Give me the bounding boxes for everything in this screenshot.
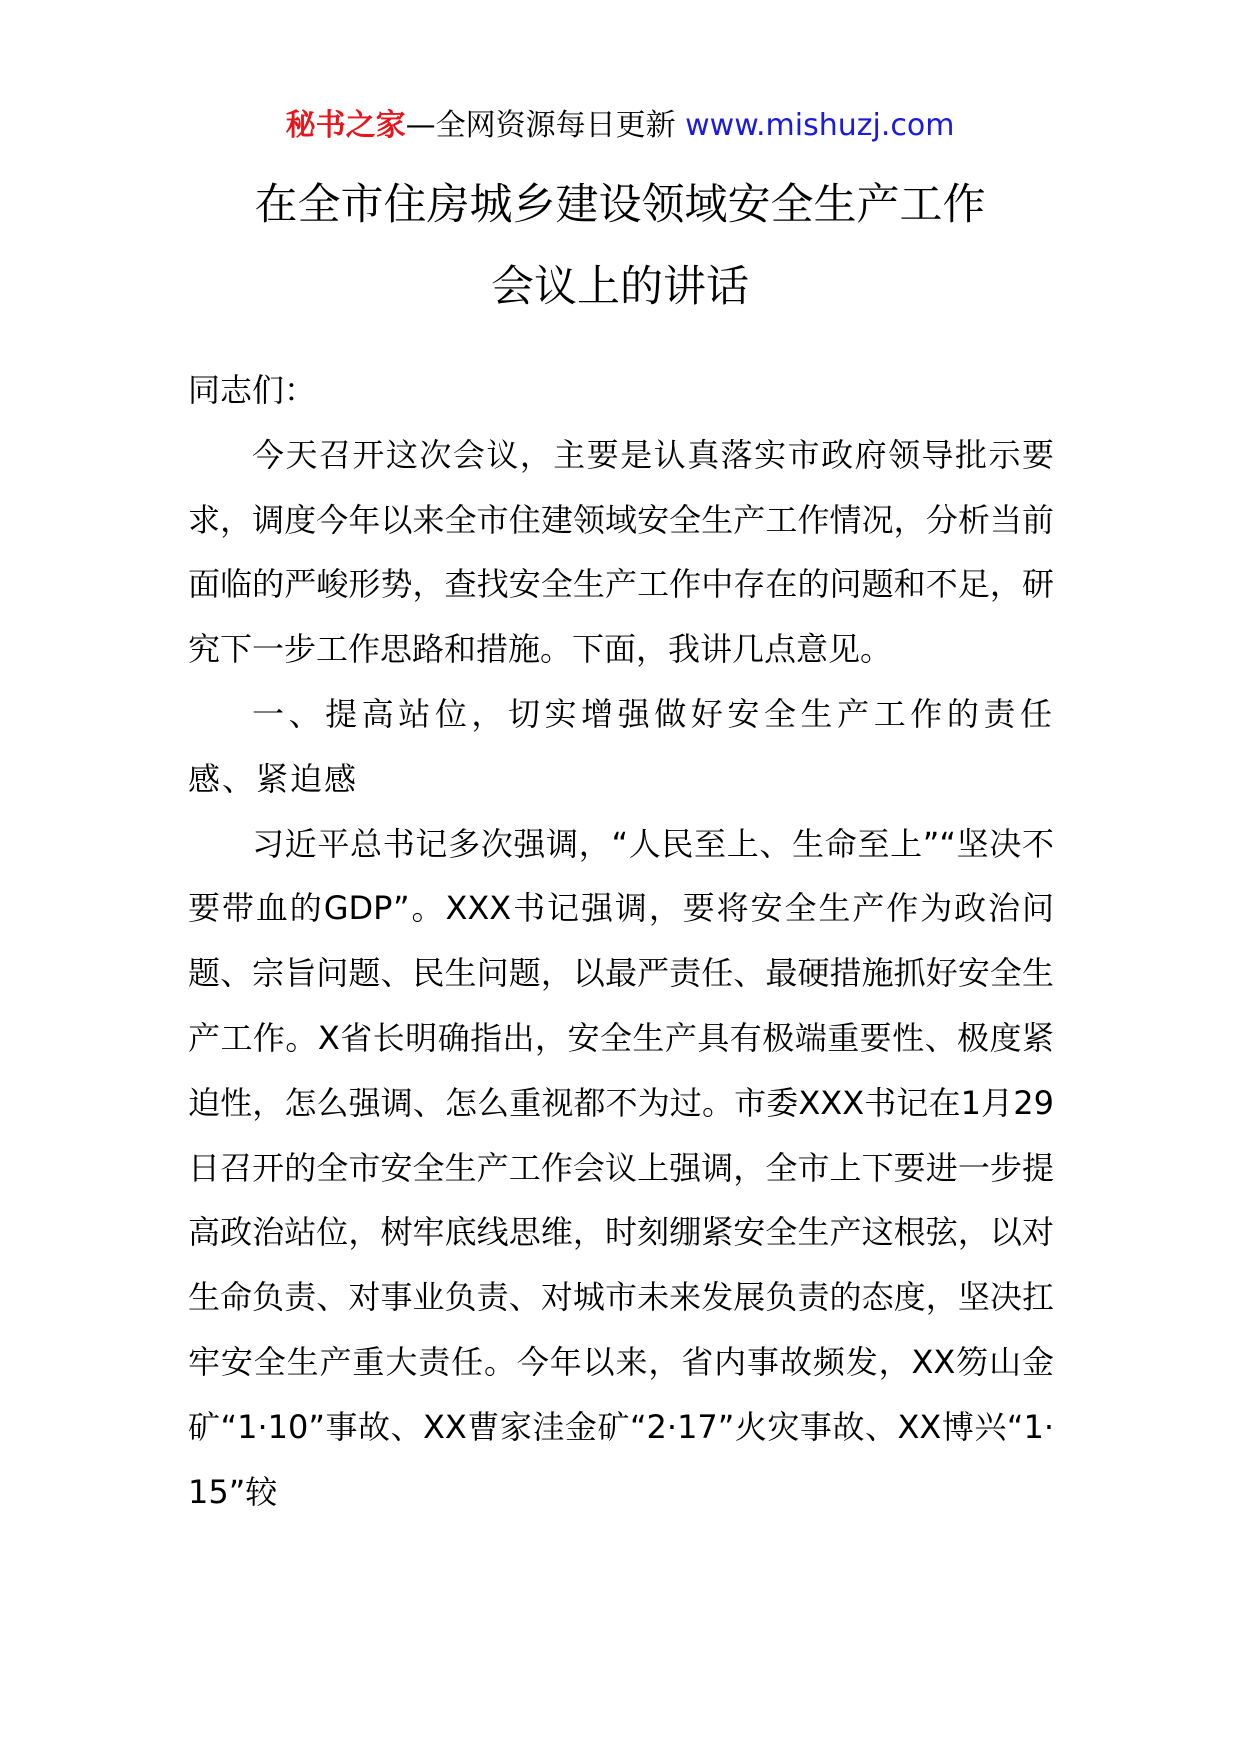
paragraph-section-1: 习近平总书记多次强调，“人民至上、生命至上”“坚决不要带血的GDP”。XXX书记强调，要将安全生产作为政治问题、宗旨问题、民生问题，以最严责任、最硬措施抓好安全生产工作。X省长明确指出，安全生产具有极端重要性、极度紧迫性，怎么强调、怎么重视都不为过。市委XXX书记在1月29日召开的全市安全生产工作会议上强调，全市上下要进一步提高政治站位，树牢底线思维，时刻绷紧安全生产这根弦，以对生命负责、对事业负责、对城市未来发展负责的态度，坚决扛牢安全生产重大责任。今年以来，省内事故频发，XX笏山金矿“1·10”事故、XX曹家洼金矿“2·17”火灾事故、XX博兴“1·15”较: [188, 824, 1054, 1511]
salutation: 同志们：: [188, 371, 317, 409]
title-line-2: 会议上的讲话: [491, 262, 749, 312]
section-heading-1: 一、提高站位，切实增强做好安全生产工作的责任感、紧迫感: [188, 694, 1054, 798]
brand-tagline: —全网资源每日更新: [405, 108, 676, 143]
site-url[interactable]: www.mishuzj.com: [685, 108, 955, 143]
document-title: [0, 164, 1240, 328]
title-line-1: 在全市住房城乡建设领域安全生产工作: [254, 180, 986, 230]
document-body: [188, 358, 1054, 1524]
brand-name: 秘书之家: [285, 108, 406, 143]
site-banner: [0, 104, 1240, 148]
paragraph-intro: 今天召开这次会议，主要是认真落实市政府领导批示要求，调度今年以来全市住建领域安全生产工作情况，分析当前面临的严峻形势，查找安全生产工作中存在的问题和不足，研究下一步工作思路和措施。下面，我讲几点意见。: [188, 435, 1054, 669]
